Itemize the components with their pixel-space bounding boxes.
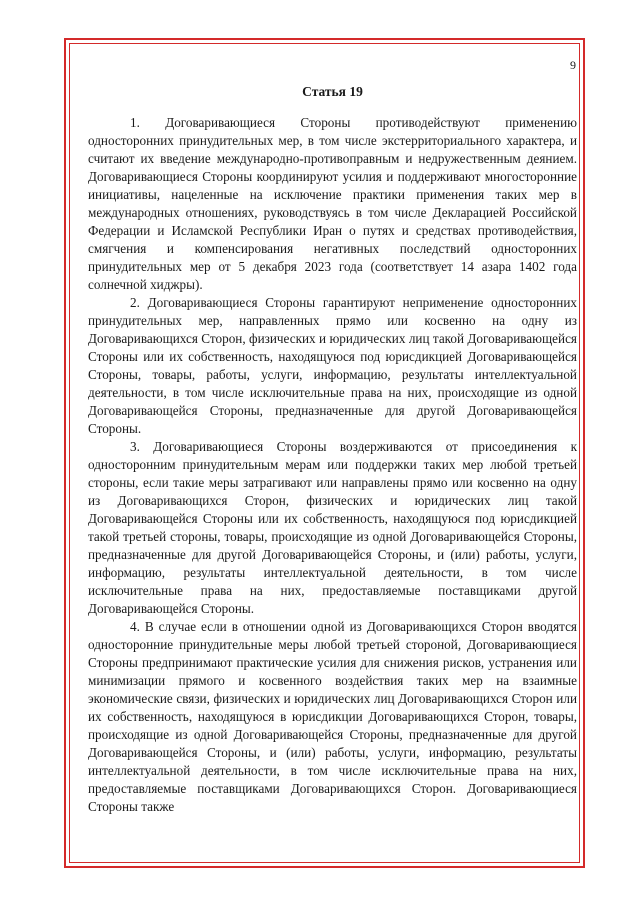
paragraph-1: 1. Договаривающиеся Стороны противодействуют применению односторонних принудительных мер, в том числе экстерриториального характера, и считают их введение международно-противоправным и недружественным деянием. Договаривающиеся Стороны координируют усилия и поддерживают многосторонние инициативы, нацеленные на исключение практики применения таких мер в международных отношениях, руководствуясь в том числе Декларацией Российской Федерации и Исламской Республики Иран о путях и средствах противодействия, смягчения и компенсирования негативных последствий односторонних принудительных мер от 5 декабря 2023 года (соответствует 14 азара 1402 года солнечной хиджры).: [88, 115, 577, 292]
document-body: [88, 84, 577, 816]
paragraph-3: 3. Договаривающиеся Стороны воздерживаются от присоединения к односторонним принудительным мерам или поддержки таких мер любой третьей стороны, если такие меры затрагивают или направлены прямо или косвенно на одну из Договаривающихся Сторон, физических и юридических лиц такой Договаривающейся Стороны или их собственность, находящуюся под юрисдикцией такой третьей стороны, товары, происходящие из одной Договаривающейся Стороны, предназначенные для другой Договаривающейся Стороны, и (или) работы, услуги, информацию, результаты интеллектуальной деятельности, в том числе исключительные права на них, предоставляемые поставщиками другой Договаривающейся Стороны.: [88, 439, 577, 616]
paragraph-2: 2. Договаривающиеся Стороны гарантируют неприменение односторонних принудительных мер, направленных прямо или косвенно на одну из Договаривающихся Сторон, физических и юридических лиц такой Договаривающейся Стороны или их собственность, находящуюся под юрисдикцией Договаривающейся Стороны, товары, работы, услуги, информацию, результаты интеллектуальной деятельности, в том числе исключительные права на них, происходящие из одной Договаривающейся Стороны, предназначенные для другой Договаривающейся Стороны.: [88, 295, 577, 436]
paragraph-4: 4. В случае если в отношении одной из Договаривающихся Сторон вводятся односторонние принудительные меры любой третьей стороной, Договаривающиеся Стороны предпринимают практические усилия для снижения рисков, устранения или минимизации прямого и косвенного воздействия таких мер на взаимные экономические связи, физических и юридических лиц Договаривающихся Сторон или их собственность, находящуюся в юрисдикции Договаривающихся Сторон, товары, происходящие из одной Договаривающейся Стороны, предназначенные для другой Договаривающейся Стороны, и (или) работы, услуги, информацию, результаты интеллектуальной деятельности, в том числе исключительные права на них, предоставляемые поставщиками Договаривающихся Сторон. Договаривающиеся Стороны также: [88, 619, 577, 814]
page-number: 9: [570, 58, 576, 72]
article-title: Статья 19: [302, 84, 363, 99]
